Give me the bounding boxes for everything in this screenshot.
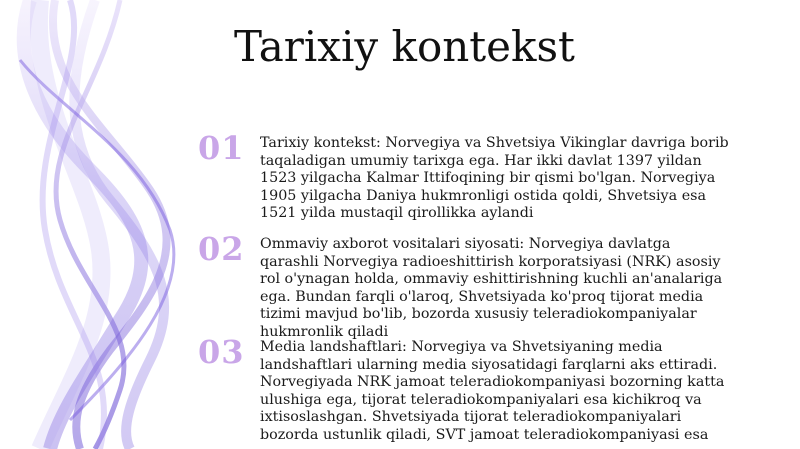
item-number: 01 <box>198 129 245 167</box>
item-number: 03 <box>198 333 245 371</box>
item-text: Media landshaftlari: Norvegiya va Shvetsiyaning media landshaftlari ularning media siyosatidagi farqlarni aks ettiradi. Norvegiyada NRK jamoat teleradiokompaniyasi bozorning katta ulushiga ega, tijorat teleradiokompaniyalari esa kichikroq va ixtisoslashgan. Shvetsiyada tijorat teleradiokompaniyalari bozorda ustunlik qiladi, SVT jamoat teleradiokompaniyasi esa <box>260 339 725 443</box>
item-text: Ommaviy axborot vositalari siyosati: Norvegiya davlatga qarashli Norvegiya radioeshittirish korporatsiyasi (NRK) asosiy rol o'ynagan holda, ommaviy eshittirishning kuchli an'analariga ega. Bundan farqli o'laroq, Shvetsiyada ko'proq tijorat media tizimi mavjud bo'lib, bozorda xususiy teleradiokompaniyalar hukmronlik qiladi <box>260 236 723 340</box>
slide-title: Tarixiy kontekst <box>234 22 575 71</box>
decorative-ribbon-graphic <box>0 0 230 449</box>
item-text: Tarixiy kontekst: Norvegiya va Shvetsiya Vikinglar davriga borib taqaladigan umumiy tarixga ega. Har ikki davlat 1397 yildan 1523 yilgacha Kalmar Ittifoqining bir qismi bo'lgan. Norvegiya 1905 yilgacha Daniya hukmronligi ostida qoldi, Shvetsiya esa 1521 yilda mustaqil qirollikka aylandi <box>260 135 729 222</box>
item-number: 02 <box>198 230 245 268</box>
